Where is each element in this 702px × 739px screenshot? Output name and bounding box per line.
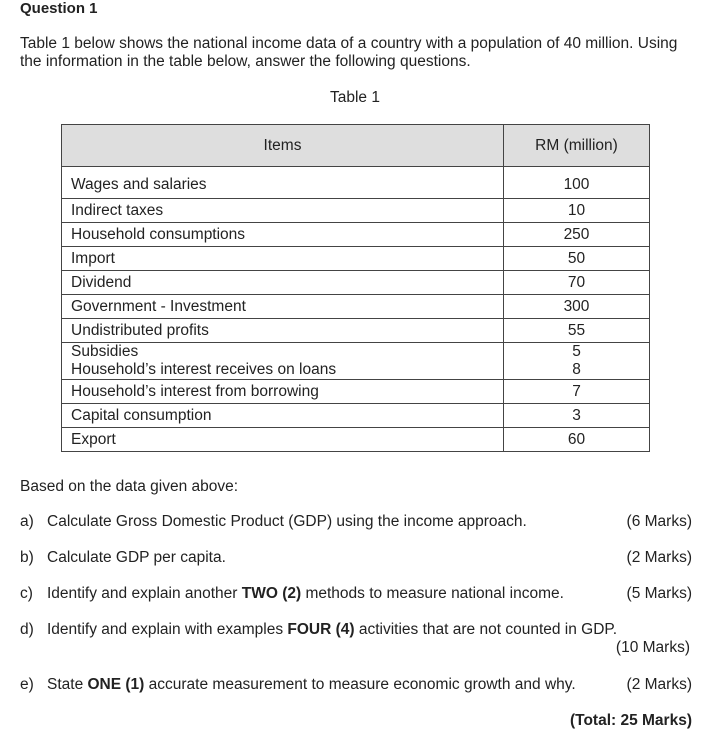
question-marks: (10 Marks) (615, 639, 690, 656)
table-row (62, 380, 650, 404)
table-row (62, 167, 650, 199)
question-a (20, 513, 692, 531)
question-text-bold: ONE (1) (87, 676, 145, 693)
question-marks: (2 Marks) (626, 676, 692, 693)
row-item: Household’s interest receives on loans (62, 361, 504, 380)
row-value: 55 (504, 319, 650, 343)
row-item: Subsidies (62, 343, 504, 362)
table-row (62, 295, 650, 319)
question-letter: b) (20, 549, 34, 566)
question-marks: (6 Marks) (626, 513, 692, 530)
row-value: 8 (504, 361, 650, 380)
row-item: Household consumptions (62, 223, 504, 247)
question-text: Calculate Gross Domestic Product (GDP) using the income approach. (47, 513, 527, 530)
table-header-row (62, 125, 650, 167)
question-text: Calculate GDP per capita. (47, 549, 226, 566)
table-row (62, 343, 650, 362)
question-letter: d) (20, 621, 34, 638)
table-row (62, 319, 650, 343)
question-marks: (5 Marks) (626, 585, 692, 602)
lead-in-text: Based on the data given above: (20, 478, 239, 495)
row-value: 7 (504, 380, 650, 404)
question-text-post: methods to measure national income. (301, 585, 564, 602)
question-text-pre: Identify and explain with examples (47, 621, 288, 638)
question-text-pre: Identify and explain another (47, 585, 242, 602)
table-row (62, 247, 650, 271)
row-value: 70 (504, 271, 650, 295)
question-marks: (2 Marks) (626, 549, 692, 566)
row-item: Undistributed profits (62, 319, 504, 343)
question-text-post: activities that are not counted in GDP. (354, 621, 618, 638)
header-items: Items (62, 125, 504, 167)
question-b (20, 549, 692, 567)
row-value: 60 (504, 428, 650, 452)
question-text-pre: State (47, 676, 88, 693)
question-text-bold: TWO (2) (241, 585, 302, 602)
table-caption: Table 1 (330, 89, 380, 106)
row-item: Export (62, 428, 504, 452)
row-value: 10 (504, 199, 650, 223)
row-value: 300 (504, 295, 650, 319)
row-value: 100 (504, 167, 650, 199)
table-row (62, 404, 650, 428)
income-table (61, 124, 650, 452)
question-text-post: accurate measurement to measure economic growth and why. (144, 676, 576, 693)
row-value: 250 (504, 223, 650, 247)
row-item: Import (62, 247, 504, 271)
intro-paragraph: Table 1 below shows the national income data of a country with a population of 40 million. Using the information in the table below, answer the following questions. (20, 35, 678, 70)
header-rm-million: RM (million) (504, 125, 650, 167)
question-letter: e) (20, 676, 34, 693)
question-heading: Question 1 (20, 0, 98, 17)
row-item: Indirect taxes (62, 199, 504, 223)
question-e (20, 676, 692, 694)
table-row (62, 428, 650, 452)
row-item: Dividend (62, 271, 504, 295)
question-text-bold: FOUR (4) (287, 621, 355, 638)
question-letter: a) (20, 513, 34, 530)
row-item: Household’s interest from borrowing (62, 380, 504, 404)
row-value: 3 (504, 404, 650, 428)
question-d (20, 621, 692, 656)
row-item: Government - Investment (62, 295, 504, 319)
row-item: Capital consumption (62, 404, 504, 428)
question-c (20, 585, 692, 603)
row-item: Wages and salaries (62, 167, 504, 199)
total-marks: (Total: 25 Marks) (569, 712, 692, 729)
question-letter: c) (20, 585, 33, 602)
row-value: 50 (504, 247, 650, 271)
table-row (62, 361, 650, 380)
table-row (62, 199, 650, 223)
table-row (62, 223, 650, 247)
row-value: 5 (504, 343, 650, 362)
table-row (62, 271, 650, 295)
